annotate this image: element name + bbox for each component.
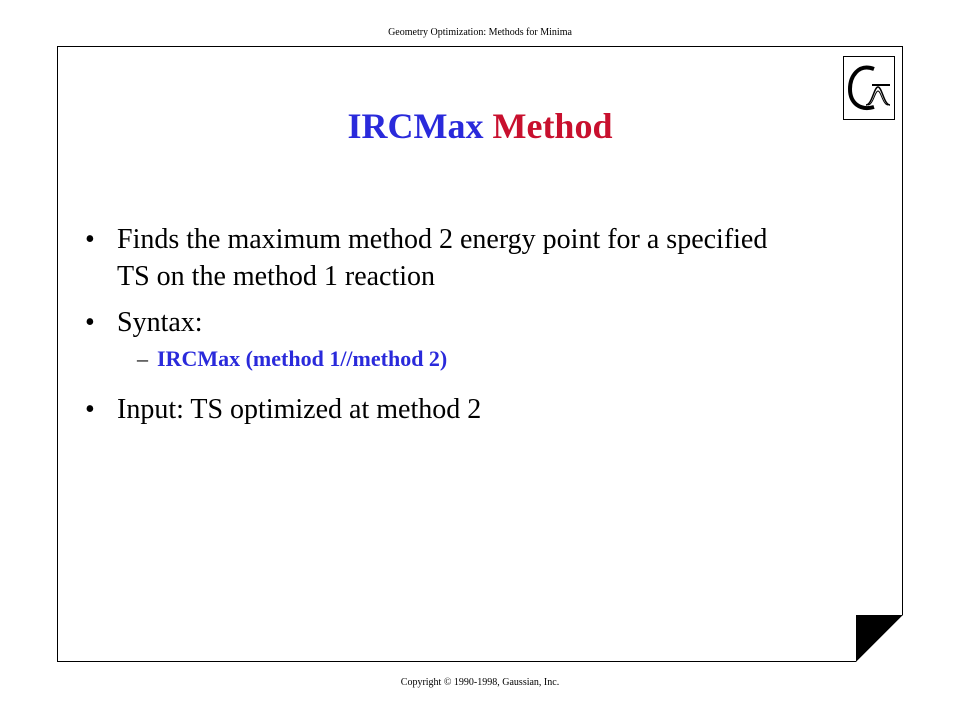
page-header: Geometry Optimization: Methods for Minima xyxy=(388,27,572,38)
page-footer: Copyright © 1990-1998, Gaussian, Inc. xyxy=(400,677,560,688)
bullet-1-line-2: TS on the method 1 reaction xyxy=(117,261,436,292)
bullet-marker: • xyxy=(85,224,95,255)
slide-title xyxy=(0,105,960,147)
sub-bullet-syntax xyxy=(137,346,448,372)
page-corner-fold-icon xyxy=(856,615,903,662)
title-part-2: Method xyxy=(492,106,613,146)
bullet-3-text: Input: TS optimized at method 2 xyxy=(117,394,482,425)
bullet-1-line-1: Finds the maximum method 2 energy point for a specified xyxy=(117,224,768,255)
syntax-text: IRCMax (method 1//method 2) xyxy=(157,346,448,371)
bullet-2-text: Syntax: xyxy=(117,307,203,338)
sub-bullet-marker: – xyxy=(137,346,148,371)
title-part-1: IRCMax xyxy=(347,106,484,146)
bullet-marker: • xyxy=(85,307,95,338)
bullet-marker: • xyxy=(85,394,95,425)
